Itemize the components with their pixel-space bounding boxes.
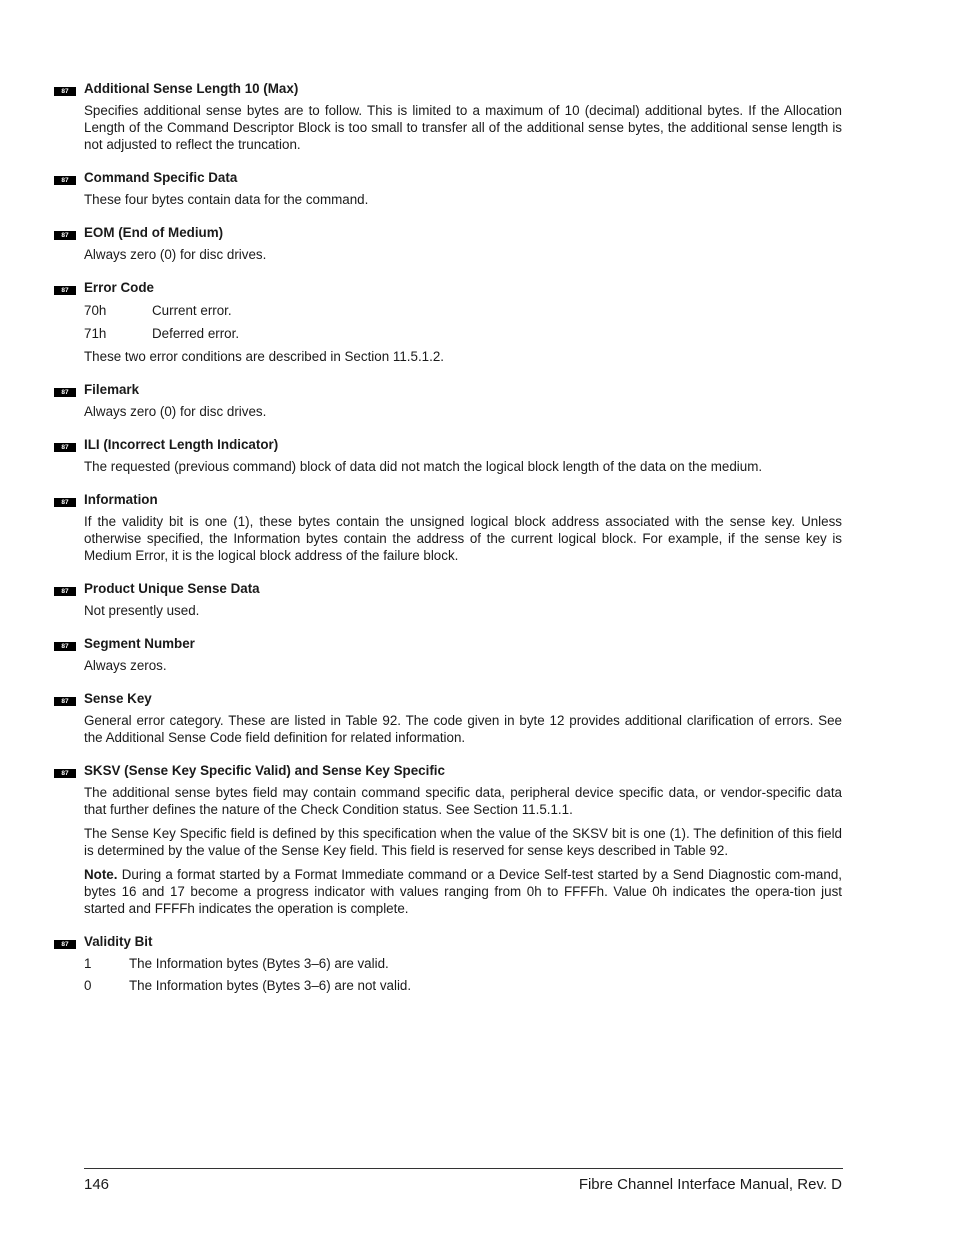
code-description: The Information bytes (Bytes 3–6) are valid. bbox=[129, 956, 389, 971]
entry-ili bbox=[54, 435, 842, 475]
revision-badge: 87 bbox=[54, 587, 76, 596]
code-value: 70h bbox=[84, 303, 107, 318]
entry-text: General error category. These are listed in Table 92. The code given in byte 12 provides additional clarification of errors. See the Additional Sense Code field definition for related information. bbox=[84, 713, 842, 745]
entry-text: Always zero (0) for disc drives. bbox=[84, 404, 267, 419]
entry-title: Sense Key bbox=[84, 691, 152, 706]
entry-product-unique-sense-data bbox=[54, 579, 842, 619]
note-paragraph bbox=[84, 866, 842, 917]
entry-sksv bbox=[54, 761, 842, 917]
entry-title: Filemark bbox=[84, 382, 140, 397]
code-value: 71h bbox=[84, 326, 107, 341]
revision-badge: 87 bbox=[54, 87, 76, 96]
revision-badge: 87 bbox=[54, 769, 76, 778]
code-row bbox=[84, 954, 842, 973]
document-title: Fibre Channel Interface Manual, Rev. D bbox=[578, 1176, 842, 1193]
revision-badge: 87 bbox=[54, 498, 76, 507]
code-row bbox=[84, 301, 842, 320]
entry-command-specific-data bbox=[54, 168, 842, 208]
entry-additional-sense-length bbox=[54, 79, 842, 153]
entry-text: Always zeros. bbox=[84, 658, 167, 673]
code-description: Deferred error. bbox=[152, 326, 240, 341]
revision-badge: 87 bbox=[54, 443, 76, 452]
revision-badge: 87 bbox=[54, 940, 76, 949]
entry-text: These four bytes contain data for the command. bbox=[84, 192, 369, 207]
entry-text: The requested (previous command) block of data did not match the logical block length of the data on the medium. bbox=[84, 459, 763, 474]
entry-text: The additional sense bytes field may contain command specific data, peripheral device specific data, or vendor-specific data that further defines the nature of the Check Condition status. See Section 11.5.1.1. bbox=[84, 785, 842, 817]
revision-badge: 87 bbox=[54, 286, 76, 295]
footer-divider bbox=[84, 1168, 843, 1169]
entry-sense-key bbox=[54, 689, 842, 746]
entry-text: If the validity bit is one (1), these bytes contain the unsigned logical block address associated with the sense key. Unless otherwise specified, the Information bytes contain the address of the current logical block. For example, if the sense key is Medium Error, it is the logical block address of the failure block. bbox=[84, 514, 842, 563]
entry-title: SKSV (Sense Key Specific Valid) and Sense Key Specific bbox=[84, 763, 445, 778]
entry-title: Segment Number bbox=[84, 636, 195, 651]
code-row bbox=[84, 976, 842, 995]
entry-filemark bbox=[54, 380, 842, 420]
note-label: Note. bbox=[84, 867, 118, 882]
entry-text: Specifies additional sense bytes are to follow. This is limited to a maximum of 10 (decimal) additional bytes. If the Allocation Length of the Command Descriptor Block is too small to transfer all of the additional sense bytes, the additional sense length is not adjusted to reflect the truncation. bbox=[84, 103, 842, 152]
code-description: Current error. bbox=[152, 303, 232, 318]
entry-title: Error Code bbox=[84, 280, 154, 295]
page-number: 146 bbox=[84, 1176, 110, 1193]
entry-text: Always zero (0) for disc drives. bbox=[84, 247, 267, 262]
entry-error-code bbox=[54, 278, 842, 365]
revision-badge: 87 bbox=[54, 231, 76, 240]
entry-information bbox=[54, 490, 842, 564]
revision-badge: 87 bbox=[54, 388, 76, 397]
entry-title: ILI (Incorrect Length Indicator) bbox=[84, 437, 279, 452]
note-text: During a format started by a Format Immediate command or a Device Self-test started by a Send Diagnostic com-mand, bytes 16 and 17 become a progress indicator with values ranging from 0h to FFFFh. Value 0h indicates the opera-tion just started and FFFFh indicates the operation is complete. bbox=[84, 867, 842, 916]
entry-title: Product Unique Sense Data bbox=[84, 581, 260, 596]
code-value: 0 bbox=[84, 978, 92, 993]
entry-segment-number bbox=[54, 634, 842, 674]
entry-text: Not presently used. bbox=[84, 603, 200, 618]
entry-title: Command Specific Data bbox=[84, 170, 238, 185]
revision-badge: 87 bbox=[54, 176, 76, 185]
entry-eom bbox=[54, 223, 842, 263]
code-row bbox=[84, 324, 842, 343]
revision-badge: 87 bbox=[54, 642, 76, 651]
revision-badge: 87 bbox=[54, 697, 76, 706]
entry-text: These two error conditions are described in Section 11.5.1.2. bbox=[84, 349, 445, 364]
entry-title: Additional Sense Length 10 (Max) bbox=[84, 81, 299, 96]
code-value: 1 bbox=[84, 956, 92, 971]
entry-title: Information bbox=[84, 492, 158, 507]
entry-title: Validity Bit bbox=[84, 934, 153, 949]
code-description: The Information bytes (Bytes 3–6) are not valid. bbox=[129, 978, 412, 993]
entry-validity-bit bbox=[54, 932, 842, 995]
entry-title: EOM (End of Medium) bbox=[84, 225, 224, 240]
page-content bbox=[54, 79, 842, 1010]
entry-text-2: The Sense Key Specific field is defined by this specification when the value of the SKSV bit is one (1). The definition of this field is determined by the value of the Sense Key field. This field is reserved for sense keys described in Table 92. bbox=[84, 826, 842, 858]
